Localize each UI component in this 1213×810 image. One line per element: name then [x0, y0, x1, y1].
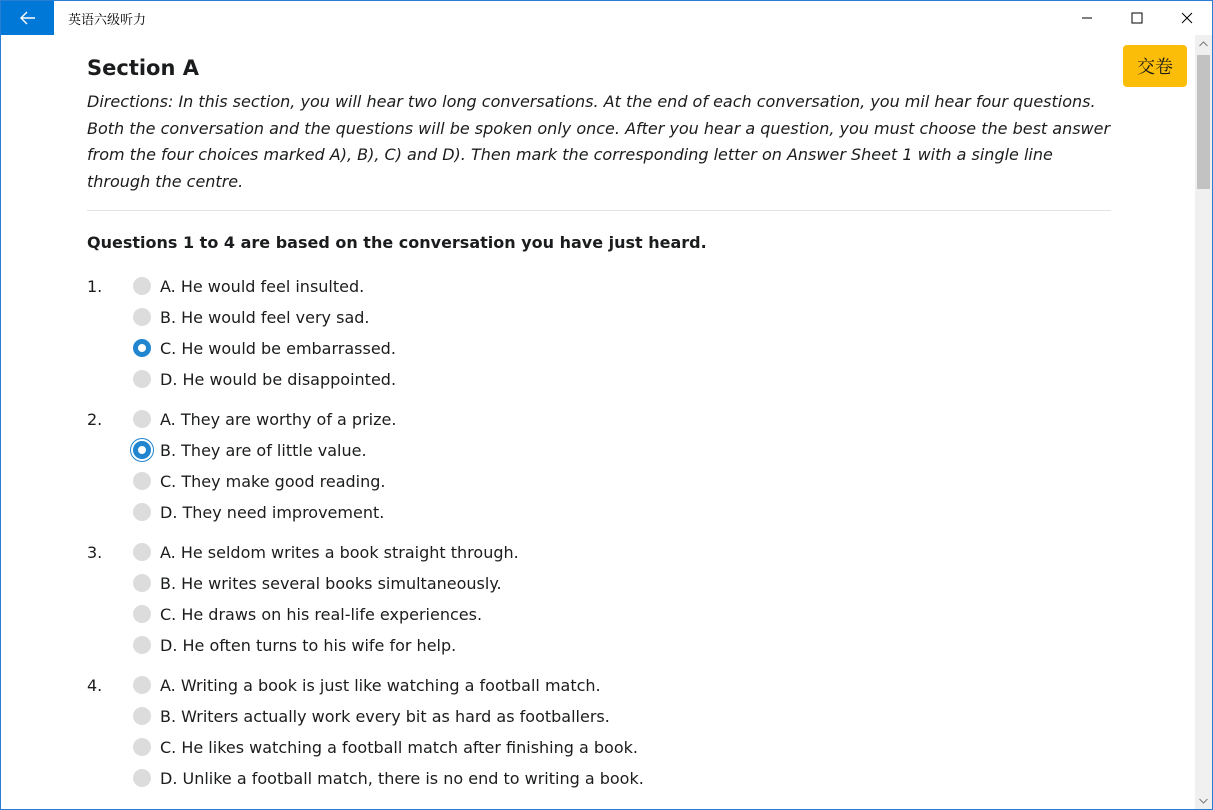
- minimize-button[interactable]: [1062, 1, 1112, 35]
- answer-option[interactable]: [87, 302, 1111, 333]
- question-number: 4.: [87, 676, 103, 695]
- minimize-icon: [1081, 12, 1093, 24]
- radio-button[interactable]: [133, 738, 151, 756]
- question-number: 3.: [87, 543, 103, 562]
- question-number: 1.: [87, 277, 103, 296]
- option-label: C. He would be embarrassed.: [160, 339, 396, 358]
- answer-option[interactable]: [87, 670, 1111, 701]
- question-number: 2.: [87, 410, 103, 429]
- question-spacer: [87, 395, 1111, 404]
- answer-option[interactable]: [87, 466, 1111, 497]
- answer-option[interactable]: [87, 568, 1111, 599]
- chevron-up-icon: [1199, 41, 1208, 47]
- answer-option[interactable]: [87, 630, 1111, 661]
- scroll-up-button[interactable]: [1195, 35, 1212, 52]
- option-label: D. They need improvement.: [160, 503, 385, 522]
- answer-option[interactable]: [87, 364, 1111, 395]
- option-label: D. Unlike a football match, there is no end to writing a book.: [160, 769, 644, 788]
- radio-button[interactable]: [133, 339, 151, 357]
- answer-option[interactable]: [87, 271, 1111, 302]
- maximize-icon: [1131, 12, 1143, 24]
- radio-button[interactable]: [133, 676, 151, 694]
- answer-option[interactable]: [87, 333, 1111, 364]
- question-list: [87, 271, 1111, 794]
- question-item: [87, 404, 1111, 528]
- question-spacer: [87, 661, 1111, 670]
- radio-button[interactable]: [133, 605, 151, 623]
- radio-button[interactable]: [133, 277, 151, 295]
- answer-option[interactable]: [87, 497, 1111, 528]
- question-spacer: [87, 528, 1111, 537]
- arrow-left-icon: [20, 11, 36, 25]
- option-label: D. He often turns to his wife for help.: [160, 636, 457, 655]
- window-title: 英语六级听力: [68, 13, 147, 28]
- radio-button[interactable]: [133, 308, 151, 326]
- answer-option[interactable]: [87, 537, 1111, 568]
- question-item: [87, 271, 1111, 395]
- radio-button[interactable]: [133, 707, 151, 725]
- answer-option[interactable]: [87, 404, 1111, 435]
- radio-button[interactable]: [133, 441, 151, 459]
- section-title: Section A: [87, 56, 199, 80]
- back-button[interactable]: [1, 1, 54, 35]
- title-bar: [1, 1, 1212, 35]
- radio-button[interactable]: [133, 574, 151, 592]
- option-label: D. He would be disappointed.: [160, 370, 397, 389]
- option-label: C. He likes watching a football match after finishing a book.: [160, 738, 638, 757]
- option-label: A. Writing a book is just like watching a football match.: [160, 676, 601, 695]
- option-label: B. They are of little value.: [160, 441, 367, 460]
- radio-button[interactable]: [133, 636, 151, 654]
- chevron-down-icon: [1199, 798, 1208, 804]
- option-label: B. He writes several books simultaneously.: [160, 574, 502, 593]
- answer-option[interactable]: [87, 435, 1111, 466]
- option-label: B. He would feel very sad.: [160, 308, 370, 327]
- maximize-button[interactable]: [1112, 1, 1162, 35]
- question-group-heading: Questions 1 to 4 are based on the conversation you have just heard.: [87, 233, 707, 252]
- question-item: [87, 537, 1111, 661]
- answer-option[interactable]: [87, 732, 1111, 763]
- submit-exam-button[interactable]: 交卷: [1123, 45, 1187, 87]
- radio-button[interactable]: [133, 410, 151, 428]
- close-icon: [1181, 12, 1193, 24]
- answer-option[interactable]: [87, 701, 1111, 732]
- scroll-down-button[interactable]: [1195, 792, 1212, 809]
- option-label: C. He draws on his real-life experiences.: [160, 605, 483, 624]
- option-label: A. He seldom writes a book straight through.: [160, 543, 519, 562]
- option-label: B. Writers actually work every bit as hard as footballers.: [160, 707, 610, 726]
- radio-button[interactable]: [133, 472, 151, 490]
- scrollbar-thumb[interactable]: [1197, 55, 1210, 189]
- divider: [87, 210, 1111, 211]
- option-label: A. They are worthy of a prize.: [160, 410, 397, 429]
- option-label: C. They make good reading.: [160, 472, 386, 491]
- radio-button[interactable]: [133, 543, 151, 561]
- question-item: [87, 670, 1111, 794]
- answer-option[interactable]: [87, 763, 1111, 794]
- close-button[interactable]: [1162, 1, 1212, 35]
- main-content: [87, 51, 1111, 810]
- radio-button[interactable]: [133, 503, 151, 521]
- vertical-scrollbar[interactable]: [1195, 35, 1212, 809]
- radio-button[interactable]: [133, 370, 151, 388]
- section-directions: Directions: In this section, you will hear two long conversations. At the end of each conversation, you mil hear four questions. Both the conversation and the questions will be spoken only once. After you hear a question, you must choose the best answer from the four choices marked A), B), C) and D). Then mark the corresponding letter on Answer Sheet 1 with a single line through the centre.: [87, 92, 1111, 191]
- answer-option[interactable]: [87, 599, 1111, 630]
- option-label: A. He would feel insulted.: [160, 277, 365, 296]
- radio-button[interactable]: [133, 769, 151, 787]
